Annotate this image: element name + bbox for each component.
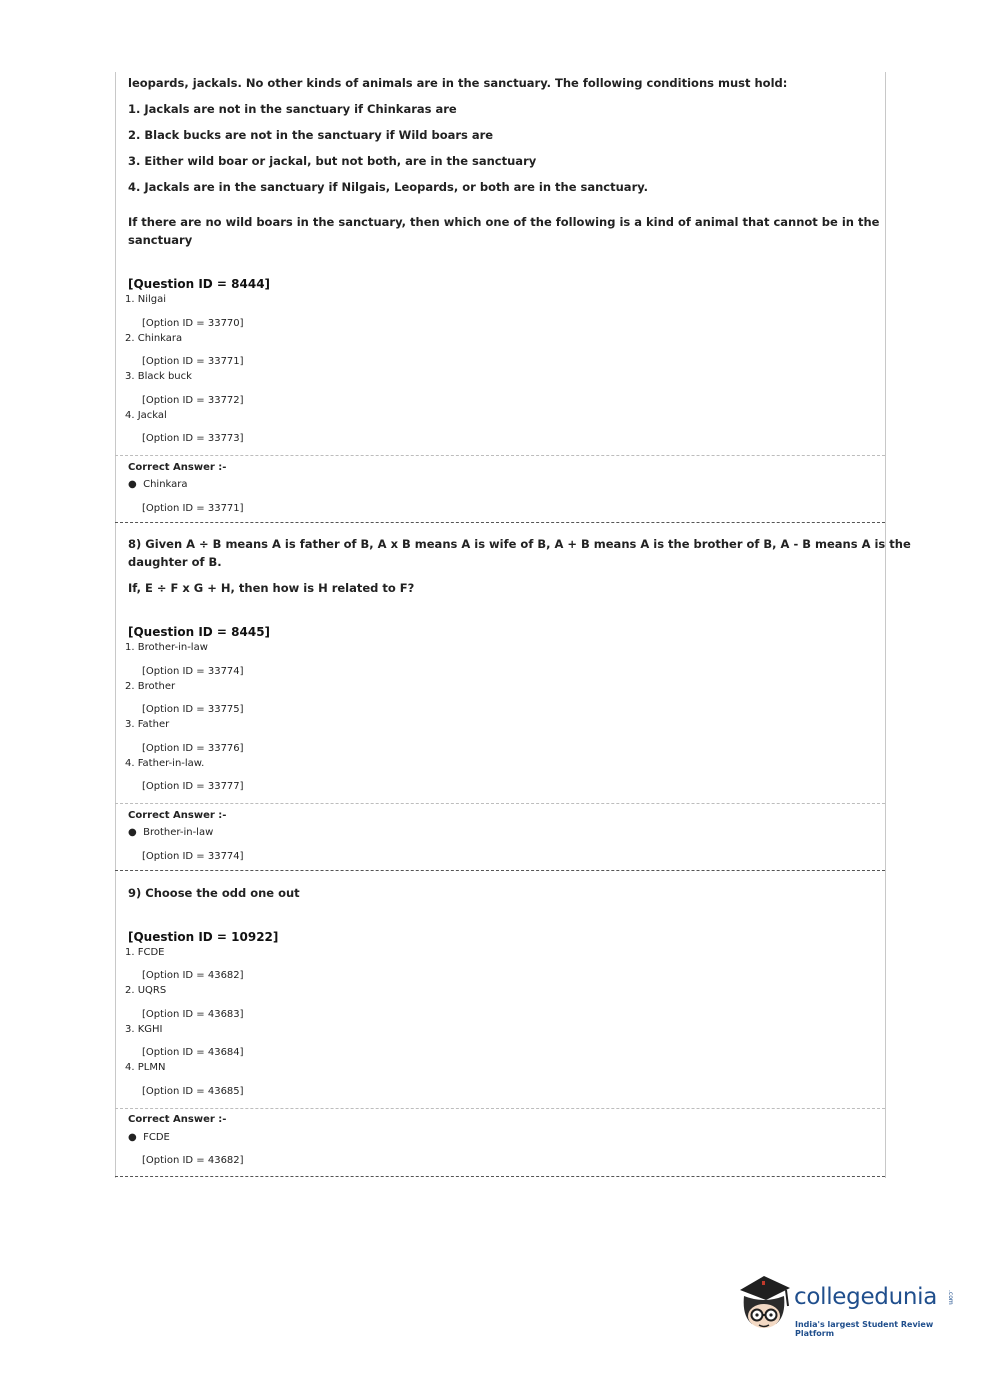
question-text-line: If, E ÷ F x G + H, then how is H related to F? (128, 581, 415, 595)
condition-2: 2. Black bucks are not in the sanctuary if Wild boars are (128, 128, 494, 142)
option-label: 1. Brother-in-law (125, 642, 208, 653)
divider (115, 455, 885, 456)
condition-1: 1. Jackals are not in the sanctuary if Chinkaras are (128, 102, 457, 116)
collegedunia-logo (736, 1272, 961, 1342)
condition-3: 3. Either wild boar or jackal, but not both, are in the sanctuary (128, 154, 537, 168)
logo-suffix: .com (947, 1290, 954, 1305)
correct-answer-label: Correct Answer :- (128, 810, 227, 821)
divider (115, 1108, 885, 1109)
correct-answer-label: Correct Answer :- (128, 1114, 227, 1125)
divider (115, 803, 885, 804)
correct-option-id: [Option ID = 43682] (142, 1155, 244, 1166)
question-id: [Question ID = 8444] (128, 277, 271, 291)
option-id: [Option ID = 33777] (142, 781, 244, 792)
option-id: [Option ID = 33771] (142, 356, 244, 367)
option-id: [Option ID = 33774] (142, 666, 244, 677)
option-id: [Option ID = 33773] (142, 433, 244, 444)
option-label: 3. Father (125, 719, 170, 730)
option-id: [Option ID = 33775] (142, 704, 244, 715)
question-separator (115, 870, 885, 871)
question-id: [Question ID = 8445] (128, 625, 271, 639)
question-separator (115, 1176, 885, 1177)
bullet-icon: ● (128, 827, 137, 838)
question-text-line: 9) Choose the odd one out (128, 886, 300, 900)
option-id: [Option ID = 43684] (142, 1047, 244, 1058)
logo-tagline: India's largest Student Review Platform (795, 1320, 934, 1338)
option-label: 3. Black buck (125, 371, 192, 382)
question-separator (115, 522, 885, 523)
correct-answer: ● FCDE (128, 1132, 170, 1143)
question-id: [Question ID = 10922] (128, 930, 279, 944)
option-label: 2. Chinkara (125, 333, 183, 344)
correct-option-id: [Option ID = 33771] (142, 503, 244, 514)
bullet-icon: ● (128, 1132, 137, 1143)
correct-answer: ● Chinkara (128, 479, 188, 490)
option-id: [Option ID = 33770] (142, 318, 244, 329)
option-label: 4. Jackal (125, 410, 167, 421)
option-label: 2. UQRS (125, 985, 167, 996)
correct-option-id: [Option ID = 33774] (142, 851, 244, 862)
condition-4: 4. Jackals are in the sanctuary if Nilgais, Leopards, or both are in the sanctuary. (128, 180, 649, 194)
question-text-line: If there are no wild boars in the sanctuary, then which one of the following is a kind of animal that cannot be in the (128, 215, 880, 229)
question-text-line: sanctuary (128, 233, 193, 247)
option-id: [Option ID = 33776] (142, 743, 244, 754)
option-id: [Option ID = 43682] (142, 970, 244, 981)
graduate-mascot-icon (736, 1272, 794, 1342)
bullet-icon: ● (128, 479, 137, 490)
option-label: 4. Father-in-law. (125, 758, 205, 769)
correct-answer-label: Correct Answer :- (128, 462, 227, 473)
option-label: 1. Nilgai (125, 294, 167, 305)
option-id: [Option ID = 33772] (142, 395, 244, 406)
question-text-line: daughter of B. (128, 555, 222, 569)
correct-answer: ● Brother-in-law (128, 827, 214, 838)
option-label: 1. FCDE (125, 947, 165, 958)
question-text-line: 8) Given A ÷ B means A is father of B, A x B means A is wife of B, A + B means A is the brother of B, A - B means A is the (128, 537, 911, 551)
option-id: [Option ID = 43683] (142, 1009, 244, 1020)
logo-wordmark: collegedunia (794, 1284, 938, 1310)
option-id: [Option ID = 43685] (142, 1086, 244, 1097)
option-label: 4. PLMN (125, 1062, 166, 1073)
option-label: 2. Brother (125, 681, 176, 692)
intro-line: leopards, jackals. No other kinds of animals are in the sanctuary. The following conditions must hold: (128, 76, 788, 90)
option-label: 3. KGHI (125, 1024, 163, 1035)
